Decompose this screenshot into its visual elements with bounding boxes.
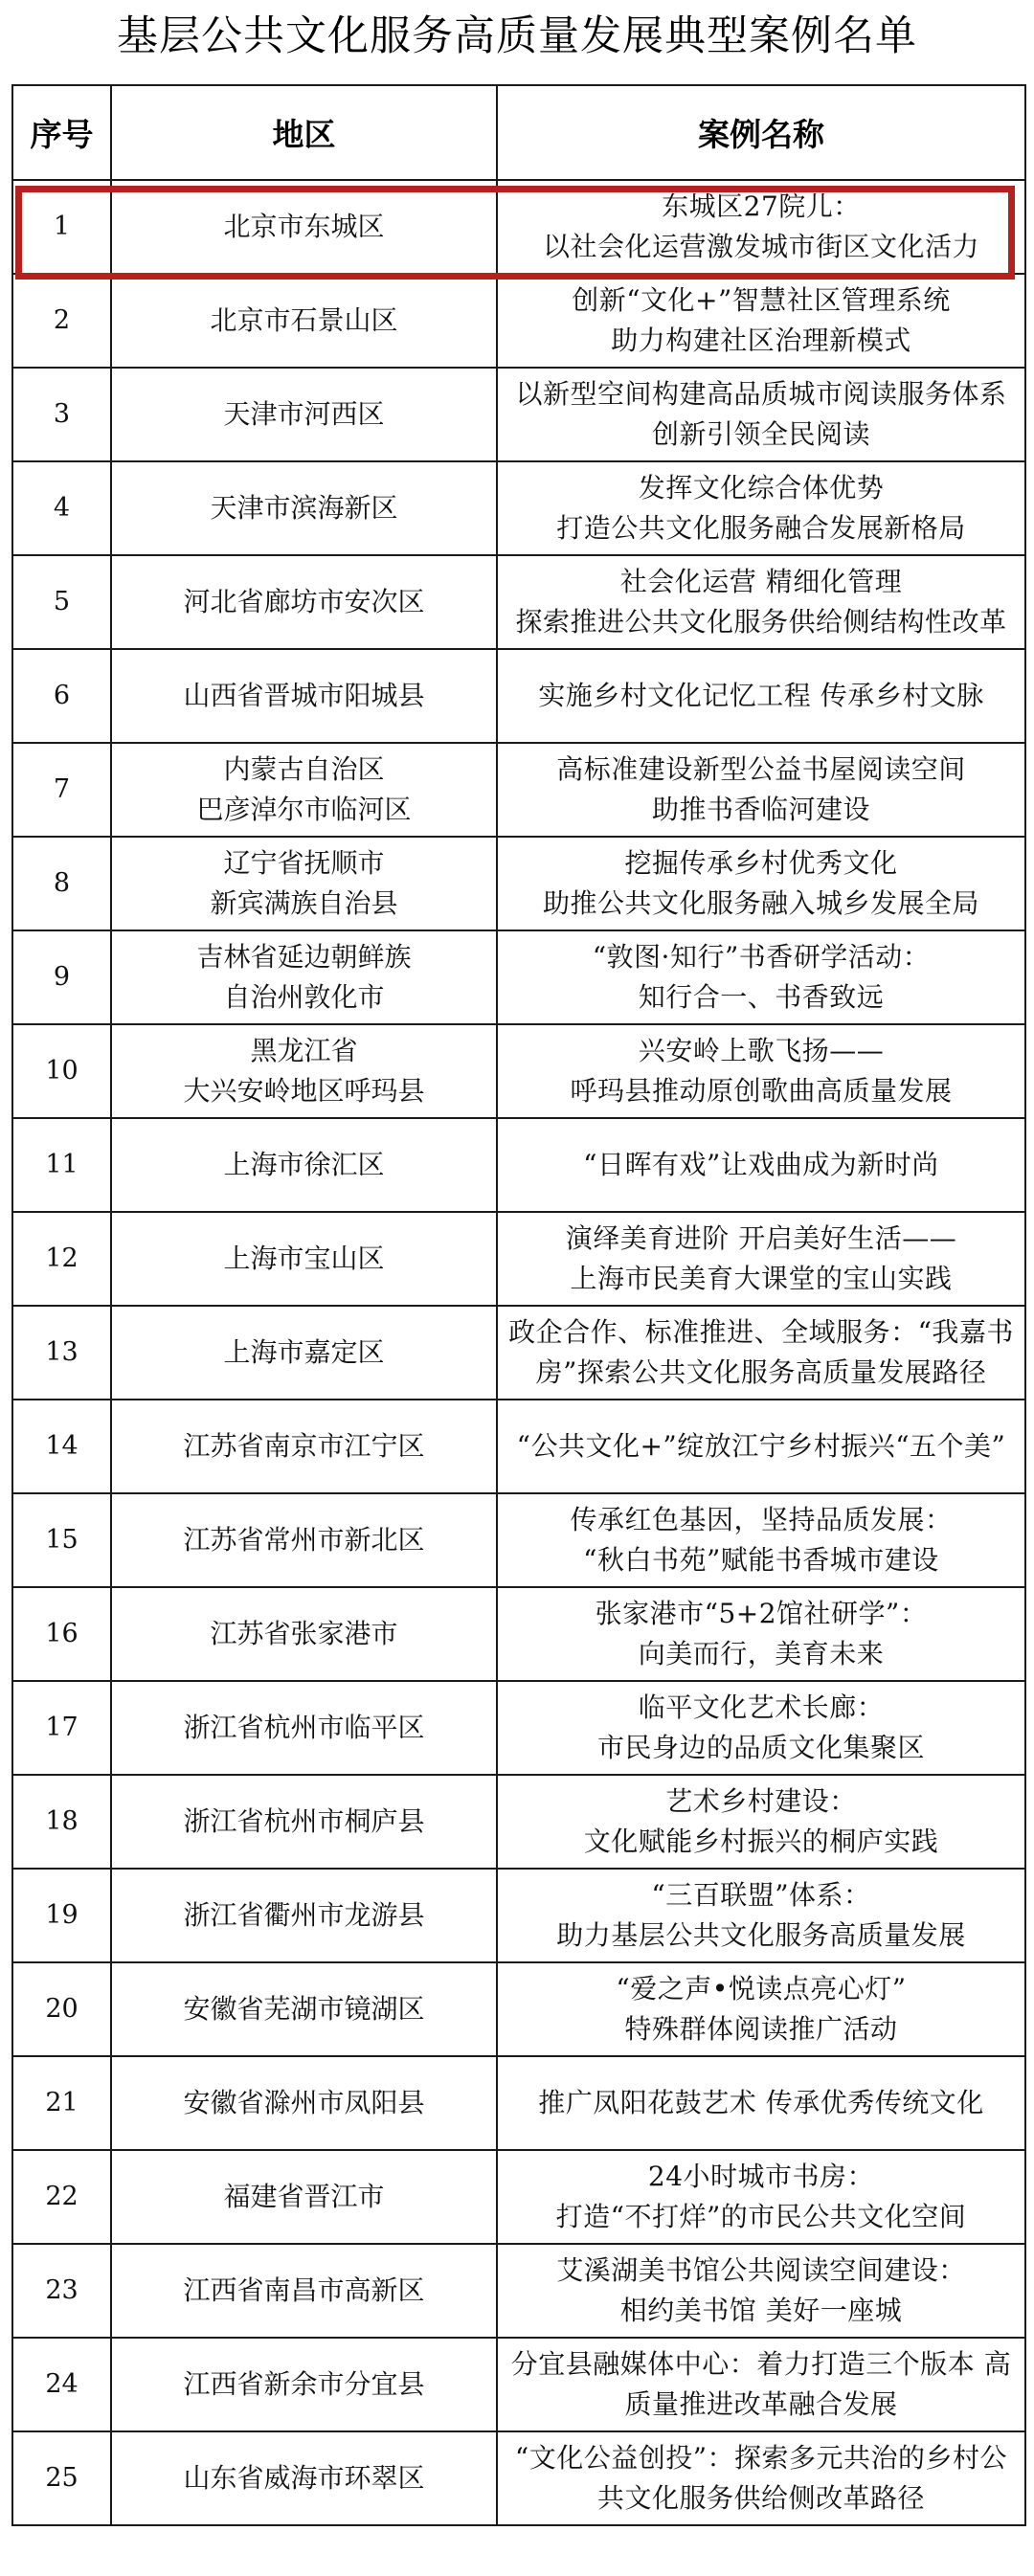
row-number: 5 (12, 555, 111, 649)
row-region: 北京市东城区 (111, 180, 497, 274)
row-region: 江苏省常州市新北区 (111, 1493, 497, 1587)
row-number: 25 (12, 2431, 111, 2525)
row-case-name: 张家港市“5+2馆社研学”： 向美而行，美育未来 (497, 1587, 1025, 1681)
header-region: 地区 (111, 85, 497, 180)
table-row (12, 274, 1025, 368)
row-case-name: 东城区27院儿： 以社会化运营激发城市街区文化活力 (497, 180, 1025, 274)
header-no: 序号 (12, 85, 111, 180)
row-case-name: 挖掘传承乡村优秀文化 助推公共文化服务融入城乡发展全局 (497, 837, 1025, 930)
row-case-name: 以新型空间构建高品质城市阅读服务体系 创新引领全民阅读 (497, 368, 1025, 461)
row-number: 18 (12, 1775, 111, 1869)
row-case-name: “公共文化+”绽放江宁乡村振兴“五个美” (497, 1400, 1025, 1493)
row-number: 7 (12, 743, 111, 837)
row-region: 辽宁省抚顺市 新宾满族自治县 (111, 837, 497, 930)
row-number: 11 (12, 1118, 111, 1212)
table-row (12, 1962, 1025, 2056)
row-number: 24 (12, 2338, 111, 2431)
table-row (12, 743, 1025, 837)
table-row (12, 2244, 1025, 2338)
table-row (12, 2431, 1025, 2525)
row-number: 6 (12, 649, 111, 743)
row-number: 21 (12, 2056, 111, 2150)
table-row (12, 1118, 1025, 1212)
table-row (12, 555, 1025, 649)
page-title: 基层公共文化服务高质量发展典型案例名单 (117, 12, 917, 60)
row-case-name: 推广凤阳花鼓艺术 传承优秀传统文化 (497, 2056, 1025, 2150)
row-number: 2 (12, 274, 111, 368)
row-number: 3 (12, 368, 111, 461)
row-region: 黑龙江省 大兴安岭地区呼玛县 (111, 1024, 497, 1118)
row-region: 福建省晋江市 (111, 2150, 497, 2244)
row-case-name: 临平文化艺术长廊： 市民身边的品质文化集聚区 (497, 1681, 1025, 1775)
row-number: 17 (12, 1681, 111, 1775)
table-row (12, 2056, 1025, 2150)
table-row (12, 461, 1025, 555)
table-row (12, 1681, 1025, 1775)
row-case-name: “三百联盟”体系： 助力基层公共文化服务高质量发展 (497, 1869, 1025, 1962)
row-region: 浙江省杭州市临平区 (111, 1681, 497, 1775)
table-row (12, 1775, 1025, 1869)
row-region: 江西省新余市分宜县 (111, 2338, 497, 2431)
row-case-name: “日晖有戏”让戏曲成为新时尚 (497, 1118, 1025, 1212)
row-case-name: 分宜县融媒体中心：着力打造三个版本 高 质量推进改革融合发展 (497, 2338, 1025, 2431)
row-region: 天津市滨海新区 (111, 461, 497, 555)
row-case-name: 实施乡村文化记忆工程 传承乡村文脉 (497, 649, 1025, 743)
table-row (12, 1869, 1025, 1962)
row-number: 4 (12, 461, 111, 555)
row-case-name: 社会化运营 精细化管理 探索推进公共文化服务供给侧结构性改革 (497, 555, 1025, 649)
header-case-name: 案例名称 (497, 85, 1025, 180)
row-number: 10 (12, 1024, 111, 1118)
row-case-name: 艺术乡村建设： 文化赋能乡村振兴的桐庐实践 (497, 1775, 1025, 1869)
row-region: 天津市河西区 (111, 368, 497, 461)
table-row (12, 649, 1025, 743)
row-number: 22 (12, 2150, 111, 2244)
row-number: 12 (12, 1212, 111, 1306)
table-row (12, 837, 1025, 930)
row-number: 14 (12, 1400, 111, 1493)
row-number: 1 (12, 180, 111, 274)
row-region: 上海市嘉定区 (111, 1306, 497, 1400)
row-region: 上海市徐汇区 (111, 1118, 497, 1212)
row-number: 16 (12, 1587, 111, 1681)
row-case-name: 兴安岭上歌飞扬—— 呼玛县推动原创歌曲高质量发展 (497, 1024, 1025, 1118)
table-row (12, 2150, 1025, 2244)
row-number: 23 (12, 2244, 111, 2338)
case-list-table (11, 84, 1026, 2526)
table-header-row (12, 85, 1025, 180)
row-region: 江苏省南京市江宁区 (111, 1400, 497, 1493)
row-number: 15 (12, 1493, 111, 1587)
row-case-name: “文化公益创投”：探索多元共治的乡村公 共文化服务供给侧改革路径 (497, 2431, 1025, 2525)
row-number: 20 (12, 1962, 111, 2056)
row-region: 安徽省滁州市凤阳县 (111, 2056, 497, 2150)
row-case-name: 24小时城市书房： 打造“不打烊”的市民公共文化空间 (497, 2150, 1025, 2244)
table-body (12, 180, 1025, 2525)
row-region: 浙江省杭州市桐庐县 (111, 1775, 497, 1869)
row-case-name: 高标准建设新型公益书屋阅读空间 助推书香临河建设 (497, 743, 1025, 837)
row-region: 河北省廊坊市安次区 (111, 555, 497, 649)
row-region: 内蒙古自治区 巴彦淖尔市临河区 (111, 743, 497, 837)
row-region: 安徽省芜湖市镜湖区 (111, 1962, 497, 2056)
row-case-name: 发挥文化综合体优势 打造公共文化服务融合发展新格局 (497, 461, 1025, 555)
row-region: 山东省威海市环翠区 (111, 2431, 497, 2525)
table-row (12, 1212, 1025, 1306)
row-number: 13 (12, 1306, 111, 1400)
row-region: 浙江省衢州市龙游县 (111, 1869, 497, 1962)
row-number: 9 (12, 930, 111, 1024)
table-row (12, 1306, 1025, 1400)
row-case-name: 艾溪湖美书馆公共阅读空间建设： 相约美书馆 美好一座城 (497, 2244, 1025, 2338)
table-row (12, 1493, 1025, 1587)
table-row (12, 180, 1025, 274)
row-case-name: 演绎美育进阶 开启美好生活—— 上海市民美育大课堂的宝山实践 (497, 1212, 1025, 1306)
table-row (12, 368, 1025, 461)
row-number: 8 (12, 837, 111, 930)
table-row (12, 2338, 1025, 2431)
table-row (12, 1587, 1025, 1681)
row-case-name: 政企合作、标准推进、全域服务：“我嘉书 房”探索公共文化服务高质量发展路径 (497, 1306, 1025, 1400)
row-number: 19 (12, 1869, 111, 1962)
row-region: 江苏省张家港市 (111, 1587, 497, 1681)
row-region: 吉林省延边朝鲜族 自治州敦化市 (111, 930, 497, 1024)
row-region: 北京市石景山区 (111, 274, 497, 368)
table-row (12, 1400, 1025, 1493)
table-row (12, 930, 1025, 1024)
row-case-name: 创新“文化+”智慧社区管理系统 助力构建社区治理新模式 (497, 274, 1025, 368)
row-region: 江西省南昌市高新区 (111, 2244, 497, 2338)
table-row (12, 1024, 1025, 1118)
row-case-name: “敦图·知行”书香研学活动： 知行合一、书香致远 (497, 930, 1025, 1024)
row-region: 上海市宝山区 (111, 1212, 497, 1306)
row-case-name: “爱之声•悦读点亮心灯” 特殊群体阅读推广活动 (497, 1962, 1025, 2056)
row-case-name: 传承红色基因，坚持品质发展： “秋白书苑”赋能书香城市建设 (497, 1493, 1025, 1587)
row-region: 山西省晋城市阳城县 (111, 649, 497, 743)
